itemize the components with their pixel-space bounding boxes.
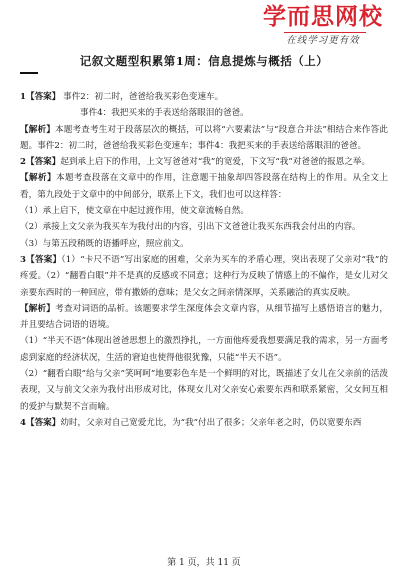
- paragraph: [20, 170, 388, 203]
- paragraph-text: 事件4：我把买来的手表送给落眼泪的爸爸。: [80, 108, 249, 119]
- paragraph-prefix: 【解析】: [20, 124, 55, 135]
- paragraph: [20, 252, 388, 301]
- paragraph-text: （2）“翻看白眼”给与父亲“笑呵呵”地要彩色车是一个鲜明的对比，既描述了女儿在父亲前的活泼表现，又与前文父亲为我付出形成对比，体现女儿对父亲安心索要东西和联系紧密，父女间互相的爱护与默契不言而喻。: [20, 369, 388, 412]
- paragraph-prefix: 4【答案】: [20, 417, 61, 428]
- paragraph-text: （1）“卡尺不语”写出家庭的困难，父亲为买车的矛盾心理，突出表现了父亲对“我”的疼爱。（2）“翻看白眼”并不是真的反感或不同意；这种行为反映了情感上的不偏作，是女儿对父亲要东西时的一种回应，带有撒娇的意味；是父女之间亲情深厚，关系融洽的真实反映。: [20, 254, 388, 298]
- paragraph-text: （1）承上启下，使文章在中起过渡作用，使文章流畅自然。: [20, 206, 249, 217]
- paragraph-prefix: 3【答案】: [20, 254, 62, 265]
- paragraph-text: （2）承接上文父亲为我买车为我付出的内容，引出下文爸爸让我买东西我会付出的内容。: [20, 222, 361, 233]
- paragraph: [20, 415, 388, 431]
- paragraph: [20, 219, 388, 235]
- page-title: 记叙文题型积累第1周：信息提炼与概括（上）: [79, 54, 329, 68]
- paragraph-prefix: 【解析】: [20, 173, 56, 184]
- logo-slogan: 在线学习更有效: [286, 35, 360, 46]
- paragraph: [20, 236, 388, 252]
- paragraph: [20, 366, 388, 415]
- paragraph-prefix: 1【答案】: [20, 92, 61, 102]
- paragraph: [20, 301, 388, 334]
- paragraph-prefix: 2【答案】: [20, 157, 61, 168]
- logo-underline: [284, 32, 366, 33]
- paragraph: [20, 203, 388, 219]
- document-body: [20, 89, 388, 431]
- paragraph-text: 考查对词语的品析。该题要求学生深度体会文章内容，从细节描写上感悟语言的魅力，并且要结合词语的语境。: [20, 303, 388, 331]
- paragraph-text: 起到承上启下的作用，上文写爸爸对“我”的宽爱，下文写“我”对爸爸的报恩之举。: [60, 157, 371, 168]
- paragraph-text: 事件2：初二时，爸爸给我买彩色变速车。: [63, 92, 224, 102]
- paragraph: [20, 154, 388, 170]
- logo-main-text: 学而思网校: [263, 4, 383, 30]
- page-footer: 第 1 页，共 11 页: [167, 558, 241, 568]
- paragraph-text: 本题考查考生对于段落层次的概括，可以将“六要素法”与“段意合并法”相结合来作答此题。事件2：初二时，爸爸给我买彩色变速车；事件4：我把买来的手表送给落眼泪的爸爸。: [20, 124, 388, 151]
- paragraph-text: （3）与第五段稍既的语播呼应，照应前文。: [20, 238, 189, 249]
- paragraph: [20, 105, 388, 121]
- paragraph: [20, 122, 388, 155]
- paragraph: [20, 333, 388, 366]
- paragraph-text: 本题考查段落在文章中的作用，注意题干抽象却四答段落在结构上的作用。从全文上看，第九段处于文章中的中间部分，联系上下文，我们也可以这样答：: [20, 173, 388, 200]
- paragraph-text: （1）“半天不语”体现出爸爸思想上的激烈挣扎，一方面他疼爱我想要满足我的需求，另一方面考虑到家庭的经济状况，生活的窘迫也使得他很犹豫，只能“半天不语”。: [20, 336, 388, 363]
- logo: [248, 4, 398, 46]
- section-mark: [20, 72, 38, 74]
- paragraph-prefix: 【解析】: [20, 303, 56, 314]
- paragraph-text: 幼时，父亲对自己宽爱尤比，为“我”付出了很多；父亲年老之时，仍以宽要东西: [60, 417, 362, 428]
- paragraph: [20, 89, 388, 105]
